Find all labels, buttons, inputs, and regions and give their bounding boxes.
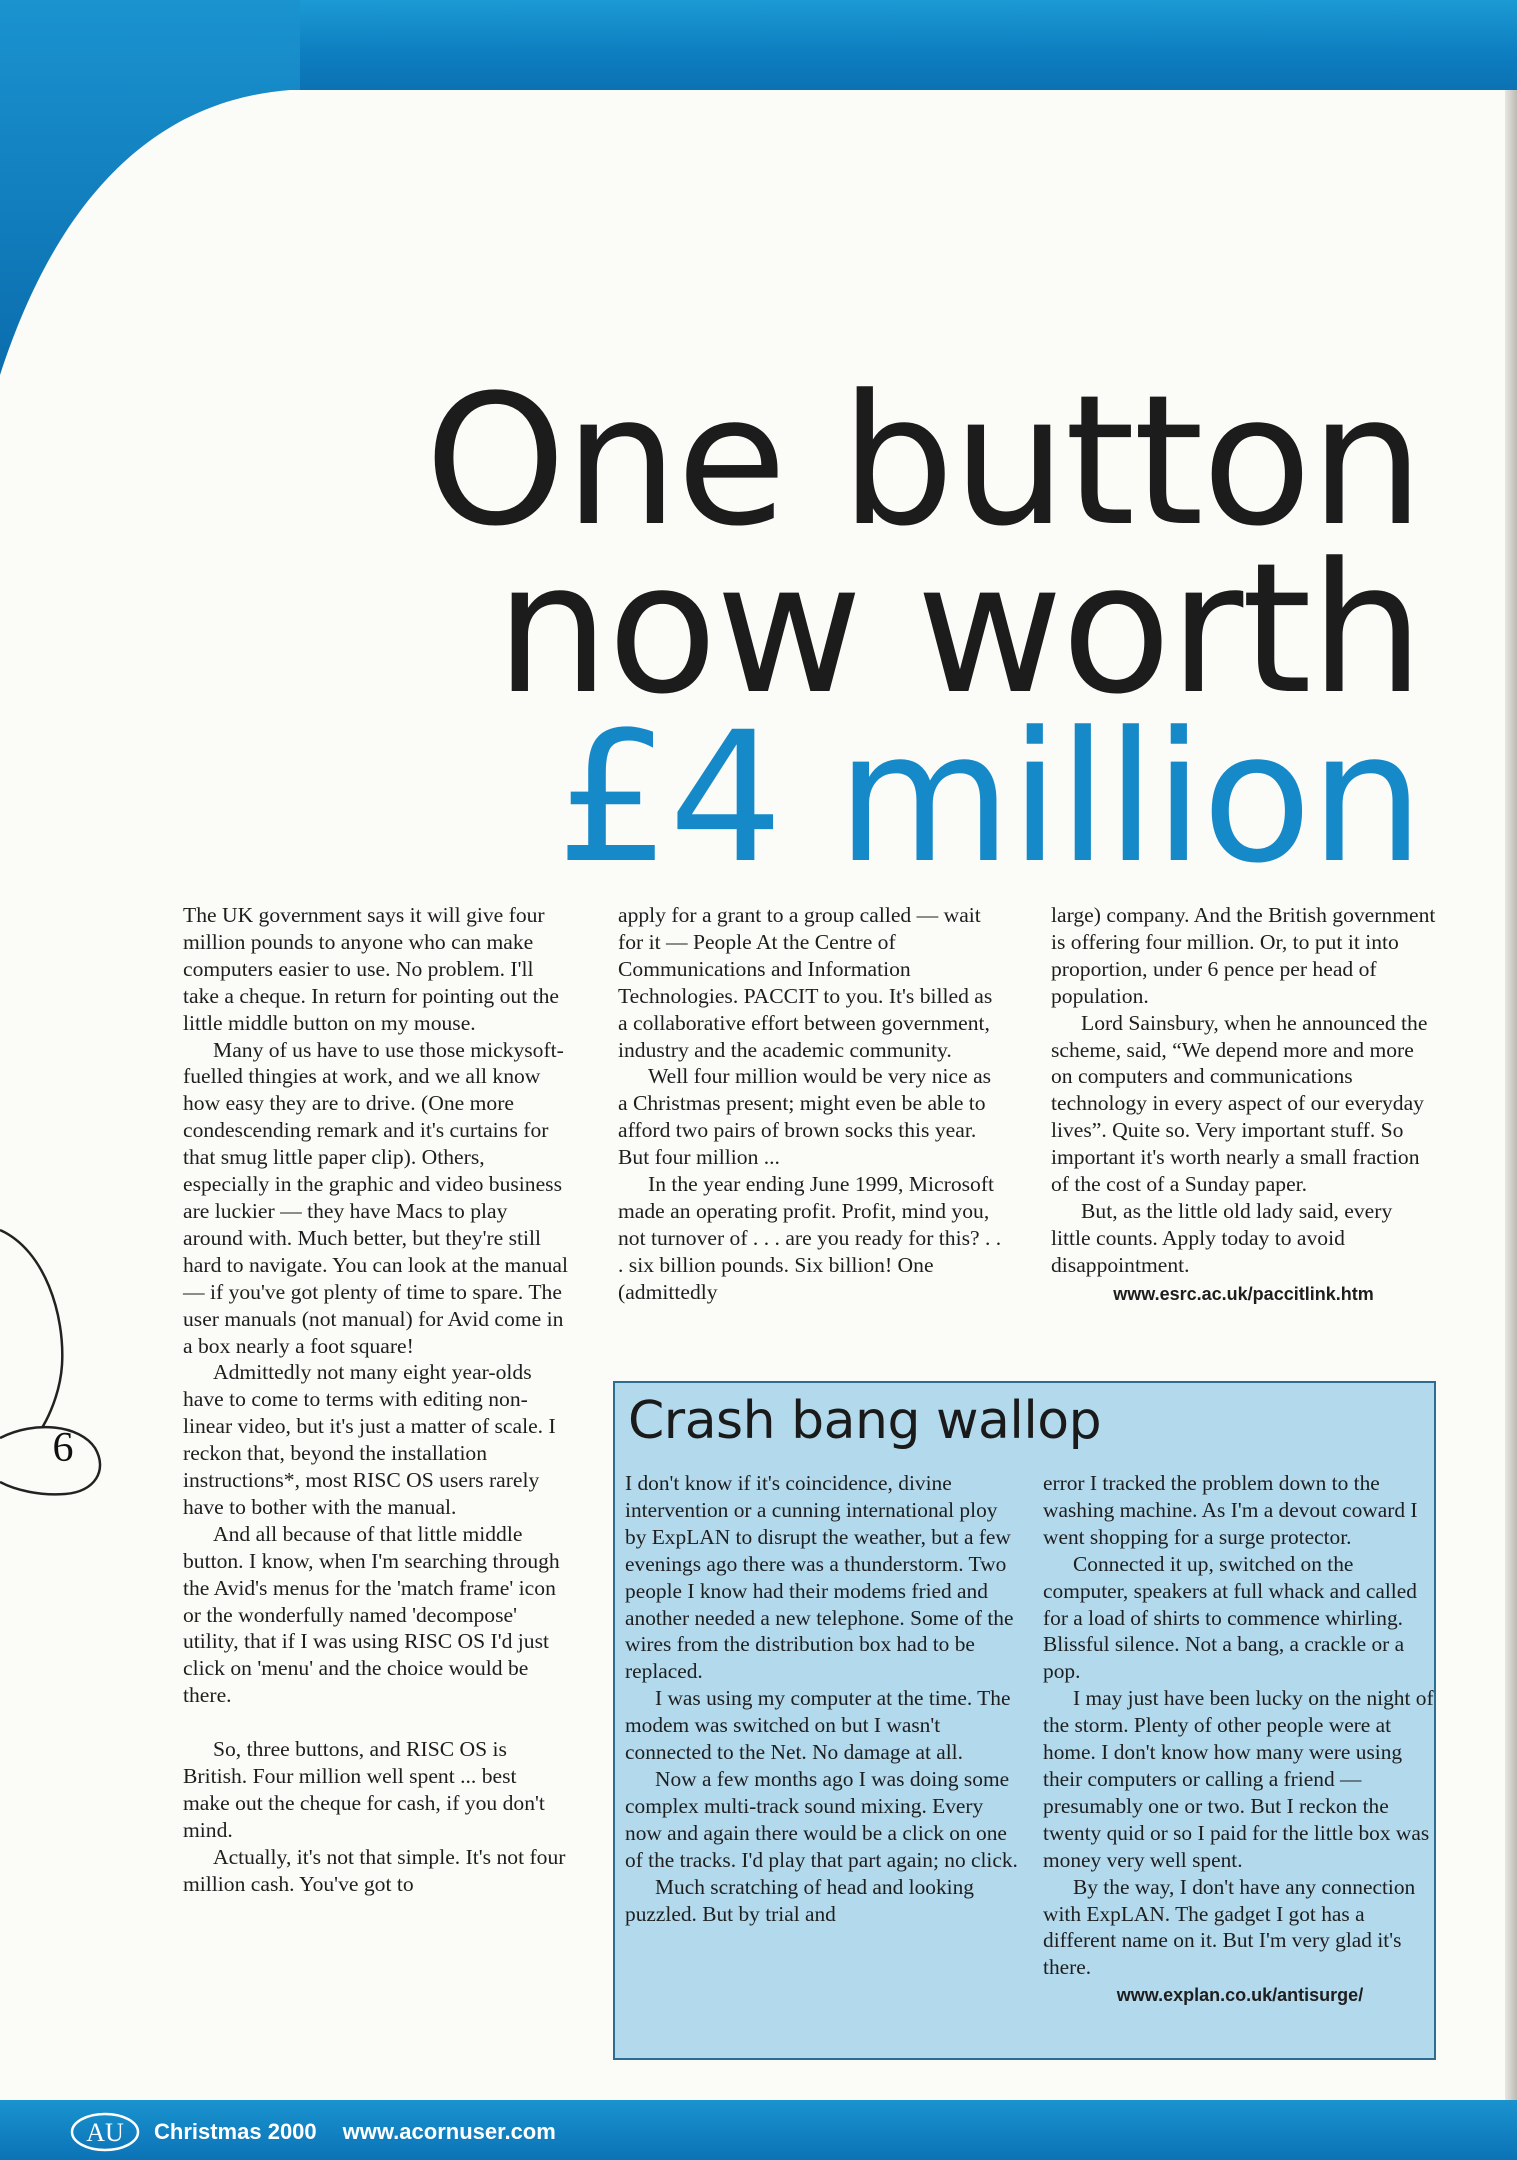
- sidebar-link[interactable]: www.explan.co.uk/antisurge/: [1116, 1985, 1364, 2006]
- sidebar-column-1: [625, 1470, 1019, 1927]
- sidebar-paragraph: Now a few months ago I was doing some complex multi-track sound mixing. Every now and again there would be a click on one of the tracks. I'd play that part again; no click.: [625, 1766, 1018, 1872]
- article-column-2: [618, 902, 1003, 1306]
- article-paragraph: And all because of that little middle button. I know, when I'm searching through the Avid's menus for the 'match frame' icon or the wonderfully named 'decompose' utility, that if I was using RISC OS I'd just click on 'menu' and the choice would be there.: [183, 1521, 560, 1708]
- article-headline: [424, 357, 1422, 903]
- sidebar-paragraph: I was using my computer at the time. The modem was switched on but I wasn't connected to the Net. No damage at all.: [625, 1686, 1011, 1765]
- sidebar-paragraph: By the way, I don't have any connection with ExpLAN. The gadget I got has a different name on it. But I'm very glad it's there.: [1043, 1874, 1416, 1980]
- sidebar-box: [613, 1381, 1436, 2060]
- sidebar-paragraph: I may just have been lucky on the night of the storm. Plenty of other people were at home. I don't know how many were using their computers or calling a friend — presumably one or two. But I reckon the twenty quid or so I paid for the little box was money very well spent.: [1043, 1686, 1434, 1872]
- logo-text: AU: [86, 2118, 124, 2147]
- page-edge-shadow: [1505, 90, 1517, 2100]
- article-paragraph: So, three buttons, and RISC OS is British. Four million well spent ... best make out the cheque for cash, if you don't mind.: [183, 1737, 545, 1842]
- acorn-user-logo: [70, 2112, 140, 2152]
- article-paragraph: In the year ending June 1999, Microsoft made an operating profit. Profit, mind you, not turnover of . . . are you ready for this? . . . six billion pounds. Six billion! One (admittedly: [618, 1172, 1002, 1304]
- article-paragraph: The UK government says it will give four million pounds to anyone who can make computers easier to use. No problem. I'll take a cheque. In return for pointing out the little middle button on my mouse.: [183, 903, 559, 1035]
- sidebar-paragraph: error I tracked the problem down to the washing machine. As I'm a devout coward I went shopping for a surge protector.: [1043, 1471, 1418, 1549]
- footer-issue: Christmas 2000: [154, 2119, 317, 2144]
- sidebar-paragraph: I don't know if it's coincidence, divine intervention or a cunning international ploy by ExpLAN to disrupt the weather, but a few evenings ago there was a thunderstorm. Two people I know had their modems fried and another needed a new telephone. Some of the wires from the distribution box had to be replaced.: [625, 1471, 1014, 1684]
- article-paragraph: Admittedly not many eight year-olds have to come to terms with editing non-linear video, but it's just a matter of scale. I reckon that, beyond the installation instructions*, most RISC OS users rarely have to bother with the manual.: [183, 1360, 556, 1519]
- headline-line-3: £4 million: [556, 693, 1422, 903]
- article-link[interactable]: www.esrc.ac.uk/paccitlink.htm: [1113, 1283, 1374, 1304]
- headline-line-2: now worth: [495, 525, 1422, 735]
- article-column-3: [1051, 902, 1436, 1308]
- sidebar-title: Crash bang wallop: [628, 1391, 1102, 1451]
- article-paragraph: Actually, it's not that simple. It's not four million cash. You've got to: [183, 1844, 566, 1896]
- footer-website[interactable]: www.acornuser.com: [342, 2119, 556, 2144]
- article-paragraph: large) company. And the British government is offering four million. Or, to put it into proportion, under 6 pence per head of population.: [1051, 903, 1436, 1008]
- page-number: 6: [52, 1425, 74, 1471]
- sidebar-paragraph: Connected it up, switched on the computer, speakers at full whack and called for a load of shirts to commence whirling. Blissful silence. Not a bang, a crackle or a pop.: [1043, 1551, 1417, 1684]
- article-paragraph: Many of us have to use those mickysoft-fuelled thingies at work, and we all know how easy they are to drive. (One more condescending remark and it's curtains for that smug little paper clip). Others, especially in the graphic and video business are luckier — they have Macs to play around with. Much better, but they're still hard to navigate. You can look at the manual — if you've got plenty of time to spare. The user manuals (not manual) for Avid come in a box nearly a foot square!: [183, 1037, 568, 1358]
- headline-line-1: One button: [424, 357, 1422, 566]
- article-paragraph: But, as the little old lady said, every little counts. Apply today to avoid disappointment.: [1051, 1198, 1393, 1277]
- article-column-1: [183, 902, 568, 1898]
- corner-swoosh-decoration: [0, 0, 300, 380]
- article-paragraph: Well four million would be very nice as a Christmas present; might even be able to afford two pairs of brown socks this year. But four million ...: [618, 1064, 992, 1170]
- article-paragraph: apply for a grant to a group called — wait for it — People At the Centre of Communications and Information Technologies. PACCIT to you. It's billed as a collaborative effort between government, industry and the academic community.: [618, 903, 993, 1062]
- article-paragraph: Lord Sainsbury, when he announced the scheme, said, “We depend more and more on computers and communications technology in every aspect of our everyday lives”. Quite so. Very important stuff. So important it's worth nearly a small fraction of the cost of a Sunday paper.: [1051, 1010, 1428, 1197]
- sidebar-column-2: [1043, 1470, 1437, 2009]
- page-footer: [70, 2112, 556, 2152]
- sidebar-paragraph: Much scratching of head and looking puzzled. But by trial and: [625, 1874, 974, 1926]
